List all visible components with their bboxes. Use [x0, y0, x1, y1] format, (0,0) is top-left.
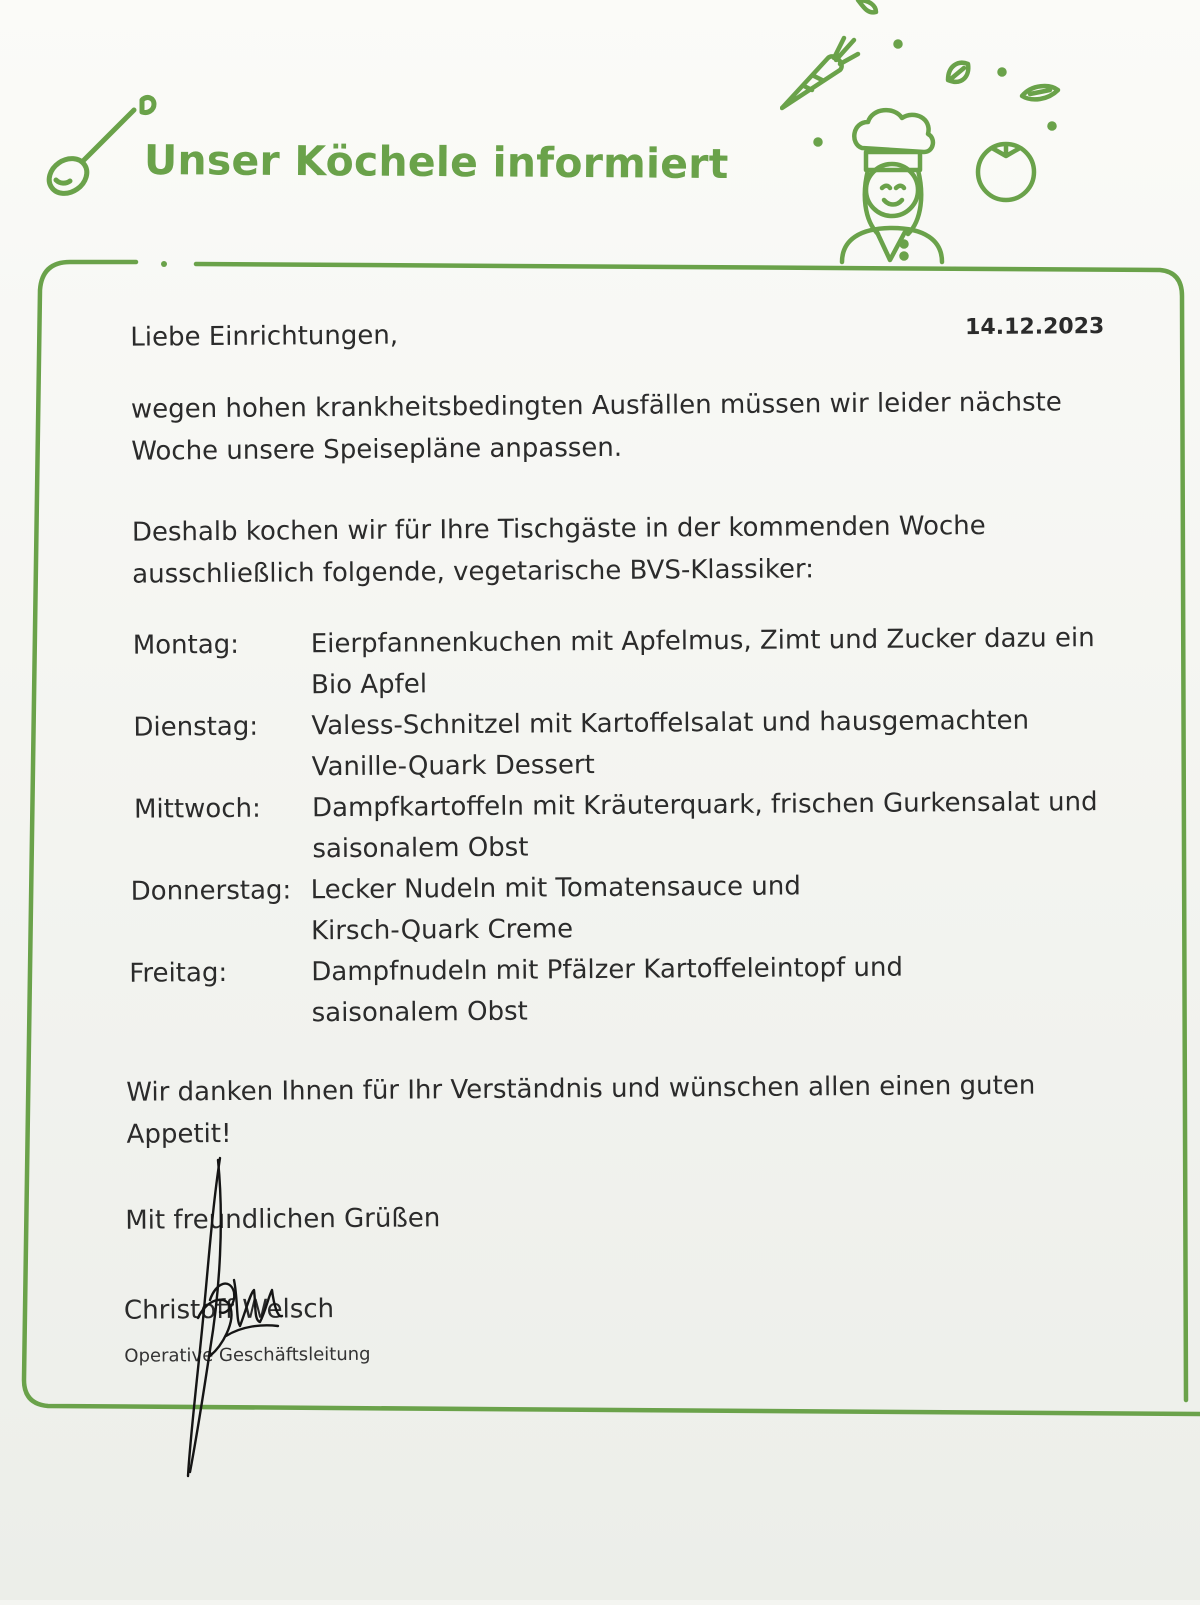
- page-title: Unser Köchele informiert: [143, 135, 729, 189]
- letter-date: 14.12.2023: [965, 314, 1105, 341]
- salutation: Liebe Einrichtungen,: [130, 320, 399, 353]
- menu-dish-line: Lecker Nudeln mit Tomatensauce und: [310, 871, 801, 906]
- menu-dish-line: Bio Apfel: [310, 669, 428, 701]
- signer-name: Christoff Welsch: [123, 1294, 335, 1326]
- menu-row-monday: [0, 617, 1199, 701]
- menu-dish-line: Kirsch-Quark Creme: [310, 914, 574, 947]
- menu-dish-line: saisonalem Obst: [311, 996, 528, 1029]
- menu-dish-line: Dampfkartoffeln mit Kräuterquark, frischen Gurkensalat und: [311, 787, 1098, 824]
- menu-dish-line: Eierpfannenkuchen mit Apfelmus, Zimt und Zucker dazu ein: [310, 623, 1095, 660]
- menu-dish-line: saisonalem Obst: [312, 832, 529, 865]
- paragraph-line: Deshalb kochen wir für Ihre Tischgäste in der kommenden Woche: [131, 510, 986, 548]
- menu-dish: [312, 782, 1113, 870]
- menu-dish: [311, 618, 1112, 706]
- menu-day: Dienstag:: [133, 711, 259, 743]
- menu-dish-line: Vanille-Quark Dessert: [311, 750, 595, 783]
- greeting: Mit freundlichen Grüßen: [125, 1203, 441, 1236]
- menu-dish: [311, 946, 1112, 1034]
- menu-dish: [311, 864, 1112, 952]
- menu-dish-line: Valess-Schnitzel mit Kartoffelsalat und hausgemachten: [311, 705, 1030, 742]
- closing-line: Wir danken Ihnen für Ihr Verständnis und wünschen allen einen guten: [126, 1070, 1036, 1108]
- menu-day: Freitag:: [129, 957, 228, 989]
- menu-dish-line: Dampfnudeln mit Pfälzer Kartoffeleintopf und: [311, 952, 904, 988]
- menu-dish: [311, 700, 1112, 788]
- menu-day: Mittwoch:: [133, 793, 261, 825]
- closing-line: Appetit!: [126, 1118, 232, 1150]
- paragraph-line: Woche unsere Speisepläne anpassen.: [131, 432, 623, 467]
- signer-role: Operative Geschäftsleitung: [124, 1343, 371, 1367]
- menu-day: Montag:: [132, 629, 240, 661]
- paragraph-line: wegen hohen krankheitsbedingten Ausfällen müssen wir leider nächste: [130, 387, 1062, 425]
- handwritten-signature: [150, 1150, 310, 1490]
- menu-day: Donnerstag:: [130, 875, 292, 907]
- paragraph-line: ausschließlich folgende, vegetarische BVS-Klassiker:: [132, 554, 815, 590]
